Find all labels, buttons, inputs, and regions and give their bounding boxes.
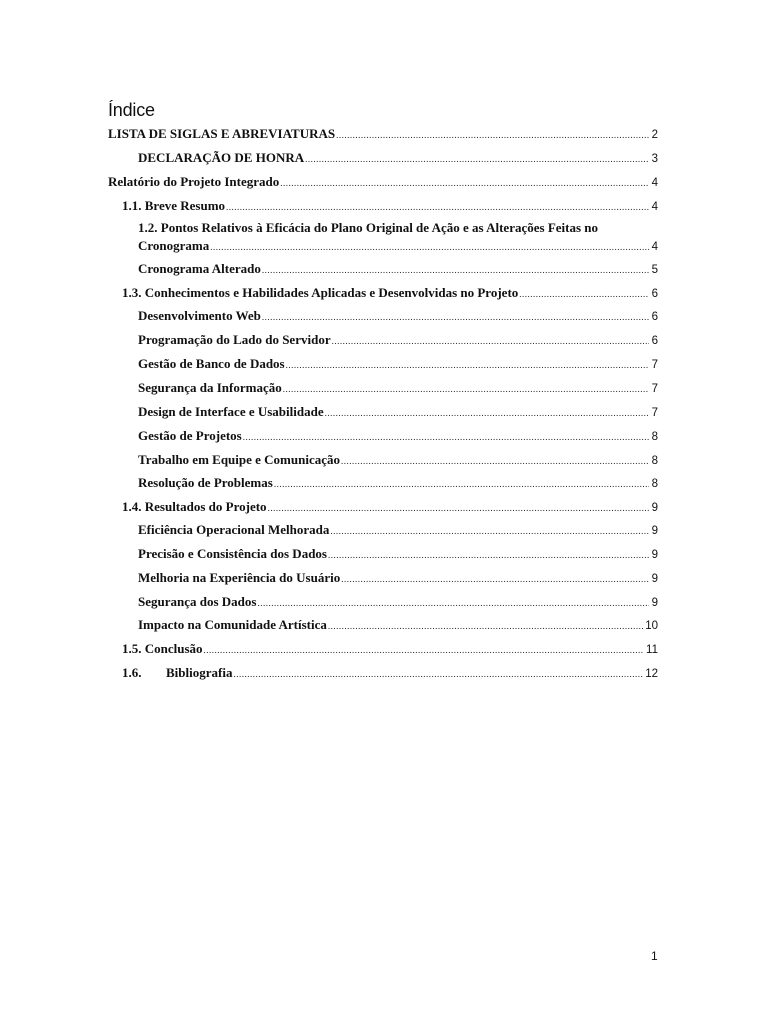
toc-entry-design-interface[interactable] [138,404,658,421]
toc-entry-label: Trabalho em Equipe e Comunicação [138,452,340,467]
toc-entry-label-line2: Cronograma [138,238,210,253]
toc-entry-page: 8 [651,455,658,467]
dot-leader [325,404,649,421]
toc-entry-label: 1.4. Resultados do Projeto [122,499,267,514]
toc-entry-label: Programação do Lado do Servidor [138,332,331,347]
toc-entry-label: Melhoria na Experiência do Usuário [138,570,341,585]
toc-entry-label: Cronograma Alterado [138,261,261,276]
toc-entry-title: Bibliografia [166,665,233,680]
toc-entry-desenvolvimento-web[interactable] [138,308,658,325]
toc-entry-page: 8 [651,478,658,490]
toc-entry-page: 6 [651,311,658,323]
toc-entry-page: 9 [651,525,658,537]
toc-entry-conhecimentos[interactable] [122,285,658,302]
toc-entry-page: 4 [651,177,658,189]
toc-entry-page: 6 [651,288,658,300]
toc-entry-label: Precisão e Consistência dos Dados [138,546,327,561]
dot-leader [257,594,649,611]
toc-entry-label: DECLARAÇÃO DE HONRA [138,150,305,165]
dot-leader [332,332,649,349]
toc-entry-page: 7 [651,407,658,419]
toc-entry-seguranca-dados[interactable] [138,594,658,611]
dot-leader [328,546,649,563]
toc-entry-page: 6 [651,335,658,347]
toc-entry-label: Segurança dos Dados [138,594,257,609]
dot-leader [226,198,649,215]
dot-leader [330,522,649,539]
toc-entry-pontos-relativos[interactable] [138,220,658,255]
toc-entry-label: Eficiência Operacional Melhorada [138,522,330,537]
toc-entry-page: 9 [651,502,658,514]
toc-entry-gestao-banco-dados[interactable] [138,356,658,373]
toc-entry-lista-de-siglas[interactable] [108,126,658,143]
toc-entry-seguranca-informacao[interactable] [138,380,658,397]
toc-entry-page: 9 [651,549,658,561]
toc-entry-page: 11 [646,644,658,656]
toc-entry-relatorio[interactable] [108,174,658,191]
dot-leader [286,356,649,373]
toc-entry-label: LISTA DE SIGLAS E ABREVIATURAS [108,126,336,141]
toc-entry-label: Relatório do Projeto Integrado [108,174,280,189]
dot-leader [204,641,645,658]
toc-entry-label [122,665,232,681]
dot-leader [262,308,649,325]
toc-entry-impacto-comunidade[interactable] [138,617,658,634]
toc-entry-page: 8 [651,431,658,443]
dot-leader [268,499,649,516]
dot-leader [341,452,649,469]
dot-leader [262,261,649,278]
toc-entry-label: Design de Interface e Usabilidade [138,404,324,419]
toc-entry-page: 12 [645,668,658,680]
toc-entry-cronograma-alterado[interactable] [138,261,658,278]
dot-leader [341,570,649,587]
toc-entry-label: Gestão de Projetos [138,428,242,443]
toc-entry-precisao[interactable] [138,546,658,563]
dot-leader [328,617,643,634]
toc-entry-trabalho-equipe[interactable] [138,452,658,469]
toc-entry-page: 2 [651,129,658,141]
dot-leader [233,665,643,682]
toc-entry-number: 1.6. [122,665,142,680]
dot-leader [283,380,649,397]
dot-leader [243,428,649,445]
dot-leader [305,150,649,167]
toc-entry-page: 7 [651,383,658,395]
toc-title: Índice [108,100,155,120]
toc-entry-eficiencia[interactable] [138,522,658,539]
toc-entry-resolucao-problemas[interactable] [138,475,658,492]
toc-entry-programacao-servidor[interactable] [138,332,658,349]
toc-entry-label: Segurança da Informação [138,380,282,395]
toc-entry-gestao-projetos[interactable] [138,428,658,445]
toc-entry-experiencia-usuario[interactable] [138,570,658,587]
toc-entry-label: Desenvolvimento Web [138,308,261,323]
toc-entry-conclusao[interactable] [122,641,658,658]
toc-entry-label: Resolução de Problemas [138,475,273,490]
dot-leader [280,174,649,191]
dot-leader [274,475,649,492]
toc-entry-label: Gestão de Banco de Dados [138,356,285,371]
toc-entry-declaracao-de-honra[interactable] [138,150,658,167]
toc-entry-label: Impacto na Comunidade Artística [138,617,327,632]
toc-entry-label: 1.3. Conhecimentos e Habilidades Aplicadas e Desenvolvidas no Projeto [122,285,519,300]
toc-entry-page: 7 [651,359,658,371]
toc-entry-page: 4 [651,201,658,213]
page-number: 1 [651,949,658,963]
dot-leader [336,126,649,143]
toc-entry-page: 10 [645,620,658,632]
toc-entry-page: 9 [651,597,658,609]
toc-entry-label-line1: 1.2. Pontos Relativos à Eficácia do Plano Original de Ação e as Alterações Feitas no [138,220,599,235]
toc-entry-label: 1.1. Breve Resumo [122,198,226,213]
toc-entry-page: 9 [651,573,658,585]
toc-entry-page: 5 [651,264,658,276]
toc-entry-page: 4 [651,241,658,253]
toc-entry-page: 3 [651,153,658,165]
dot-leader [210,238,649,255]
dot-leader [519,285,649,302]
toc-entry-label: 1.5. Conclusão [122,641,203,656]
toc-entry-bibliografia[interactable] [122,665,658,682]
toc-entry-breve-resumo[interactable] [122,198,658,215]
toc-entry-resultados[interactable] [122,499,658,516]
